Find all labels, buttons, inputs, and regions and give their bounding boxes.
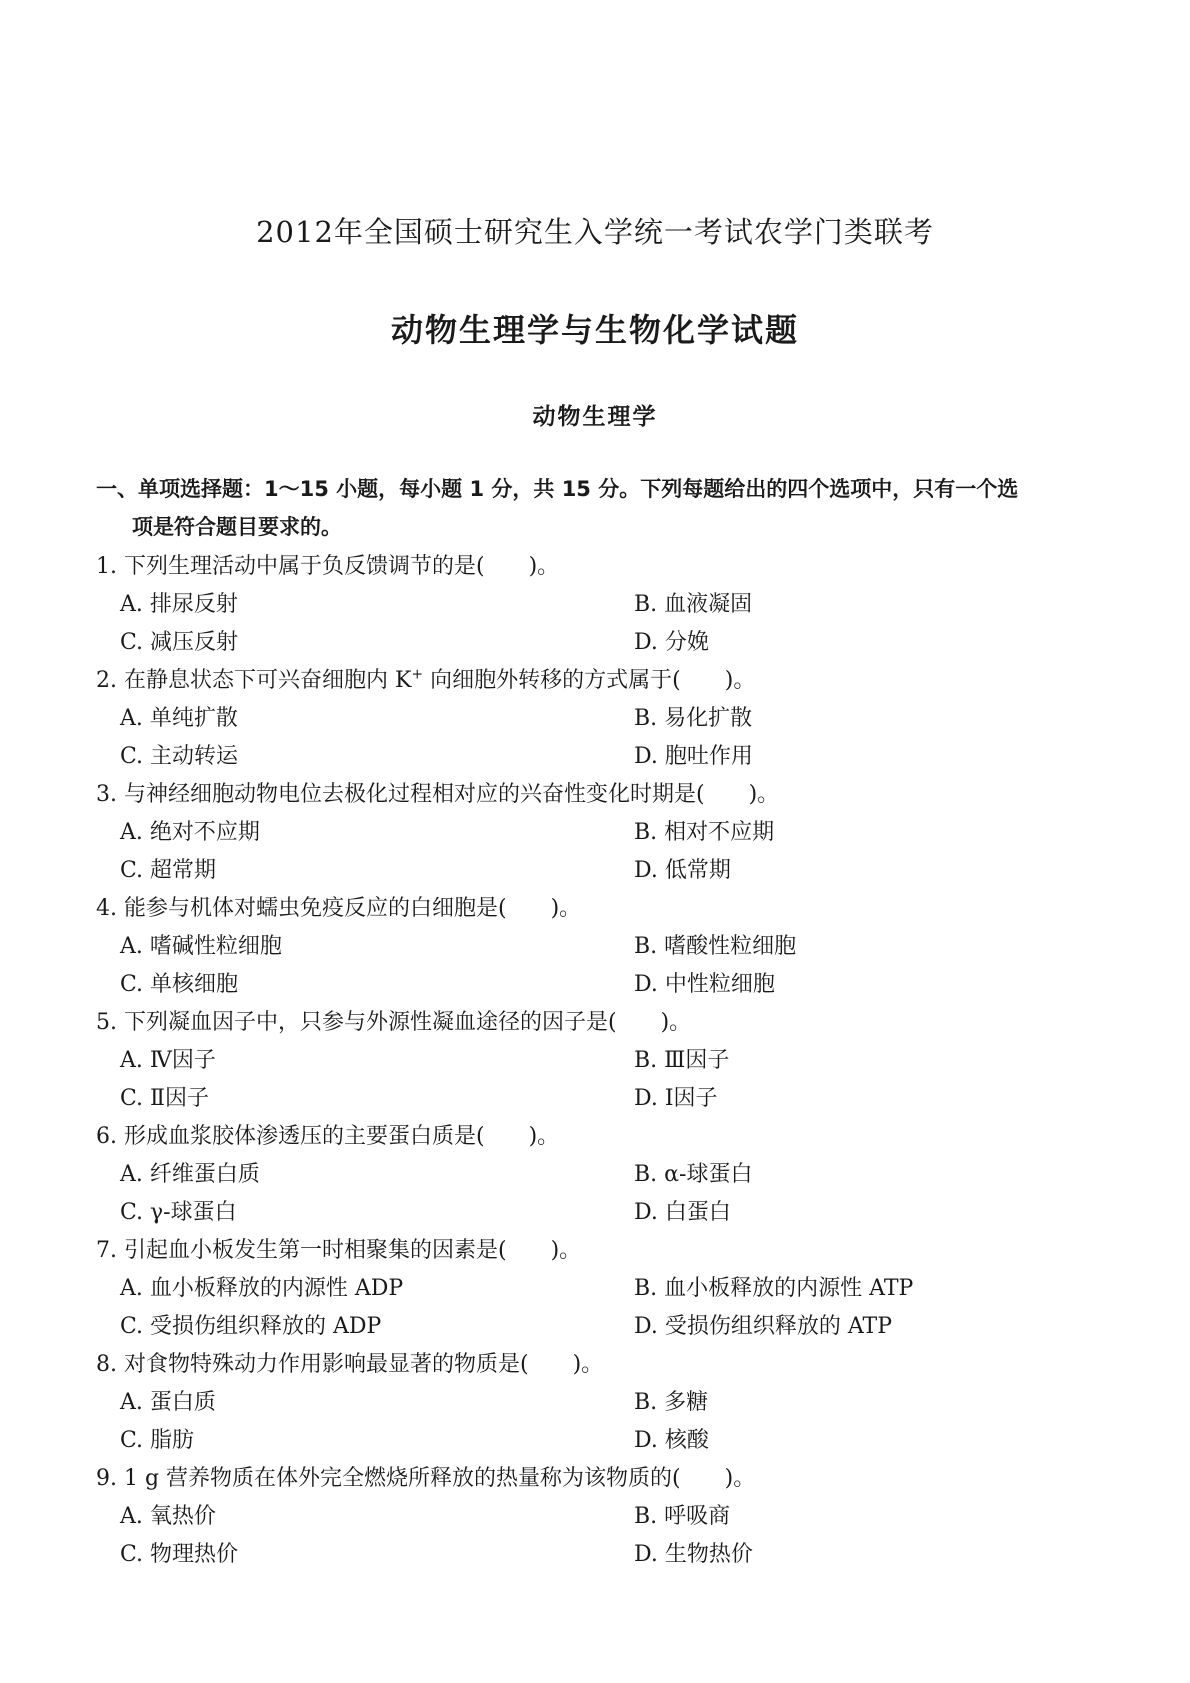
option-row <box>96 738 1096 776</box>
section-title: 动物生理学 <box>532 404 658 430</box>
question-3 <box>96 776 1096 890</box>
stem-after: 向细胞外转移的方式属于( )。 <box>423 668 756 693</box>
option-c: C. 超常期 <box>120 858 217 883</box>
option-row <box>96 852 1096 890</box>
option-row <box>96 1156 1096 1194</box>
option-c: C. 脂肪 <box>120 1428 195 1453</box>
question-6 <box>96 1118 1096 1232</box>
option-row <box>96 700 1096 738</box>
option-b: B. 血液凝固 <box>634 592 753 617</box>
option-d: D. 核酸 <box>634 1428 709 1453</box>
option-a: A. 蛋白质 <box>120 1390 216 1415</box>
option-row <box>96 1536 1096 1574</box>
option-a: A. 血小板释放的内源性 ADP <box>120 1276 404 1301</box>
option-b: B. 易化扩散 <box>634 706 753 731</box>
option-a: A. Ⅳ因子 <box>120 1048 216 1073</box>
part-one-instructions <box>96 470 1096 546</box>
option-c: C. 受损伤组织释放的 ADP <box>120 1314 382 1339</box>
option-c: C. 物理热价 <box>120 1542 239 1567</box>
stem-superscript: + <box>411 666 424 683</box>
option-row <box>96 1384 1096 1422</box>
option-row <box>96 1308 1096 1346</box>
option-row <box>96 814 1096 852</box>
option-d: D. 胞吐作用 <box>634 744 753 769</box>
option-b: B. α-球蛋白 <box>634 1162 753 1187</box>
option-d: D. Ⅰ因子 <box>634 1086 718 1111</box>
option-b: B. 血小板释放的内源性 ATP <box>634 1276 914 1301</box>
question-stem: 9. 1 g 营养物质在体外完全燃烧所释放的热量称为该物质的( )。 <box>96 1466 756 1491</box>
option-row <box>96 966 1096 1004</box>
paper-title: 动物生理学与生物化学试题 <box>390 311 799 349</box>
option-a: A. 排尿反射 <box>120 592 238 617</box>
instruction-line-2: 项是符合题目要求的。 <box>132 515 342 539</box>
question-7 <box>96 1232 1096 1346</box>
option-row <box>96 1080 1096 1118</box>
option-d: D. 中性粒细胞 <box>634 972 775 997</box>
option-c: C. γ-球蛋白 <box>120 1200 237 1225</box>
option-c: C. 单核细胞 <box>120 972 239 997</box>
option-b: B. Ⅲ因子 <box>634 1048 730 1073</box>
option-a: A. 单纯扩散 <box>120 706 238 731</box>
option-d: D. 分娩 <box>634 630 709 655</box>
question-4 <box>96 890 1096 1004</box>
question-2 <box>96 662 1096 776</box>
question-9 <box>96 1460 1096 1574</box>
option-b: B. 相对不应期 <box>634 820 775 845</box>
option-d: D. 受损伤组织释放的 ATP <box>634 1314 892 1339</box>
question-list <box>96 548 1096 1574</box>
option-row <box>96 1270 1096 1308</box>
option-b: B. 多糖 <box>634 1390 709 1415</box>
option-a: A. 氧热价 <box>120 1504 216 1529</box>
question-stem: 3. 与神经细胞动物电位去极化过程相对应的兴奋性变化时期是( )。 <box>96 782 780 807</box>
question-5 <box>96 1004 1096 1118</box>
option-c: C. 主动转运 <box>120 744 239 769</box>
question-stem: 4. 能参与机体对蠕虫免疫反应的白细胞是( )。 <box>96 896 582 921</box>
option-b: B. 呼吸商 <box>634 1504 731 1529</box>
question-stem: 8. 对食物特殊动力作用影响最显著的物质是( )。 <box>96 1352 604 1377</box>
option-d: D. 生物热价 <box>634 1542 753 1567</box>
question-1 <box>96 548 1096 662</box>
option-c: C. 减压反射 <box>120 630 239 655</box>
question-8 <box>96 1346 1096 1460</box>
exam-header: 2012年全国硕士研究生入学统一考试农学门类联考 <box>256 215 934 249</box>
option-c: C. Ⅱ因子 <box>120 1086 209 1111</box>
option-row <box>96 1498 1096 1536</box>
option-row <box>96 624 1096 662</box>
option-a: A. 纤维蛋白质 <box>120 1162 260 1187</box>
option-row <box>96 1422 1096 1460</box>
option-row <box>96 1042 1096 1080</box>
question-stem: 6. 形成血浆胶体渗透压的主要蛋白质是( )。 <box>96 1124 560 1149</box>
question-stem: 1. 下列生理活动中属于负反馈调节的是( )。 <box>96 554 560 579</box>
option-d: D. 低常期 <box>634 858 731 883</box>
option-a: A. 绝对不应期 <box>120 820 260 845</box>
option-b: B. 嗜酸性粒细胞 <box>634 934 797 959</box>
question-stem <box>96 662 1096 700</box>
option-row <box>96 928 1096 966</box>
option-d: D. 白蛋白 <box>634 1200 731 1225</box>
question-stem: 5. 下列凝血因子中，只参与外源性凝血途径的因子是( )。 <box>96 1010 692 1035</box>
instruction-line-1: 一、单项选择题：1～15 小题，每小题 1 分，共 15 分。下列每题给出的四个选项中，只有一个选 <box>96 477 1019 501</box>
option-row <box>96 586 1096 624</box>
option-row <box>96 1194 1096 1232</box>
stem-before: 2. 在静息状态下可兴奋细胞内 K <box>96 668 412 693</box>
question-stem: 7. 引起血小板发生第一时相聚集的因素是( )。 <box>96 1238 582 1263</box>
option-a: A. 嗜碱性粒细胞 <box>120 934 282 959</box>
